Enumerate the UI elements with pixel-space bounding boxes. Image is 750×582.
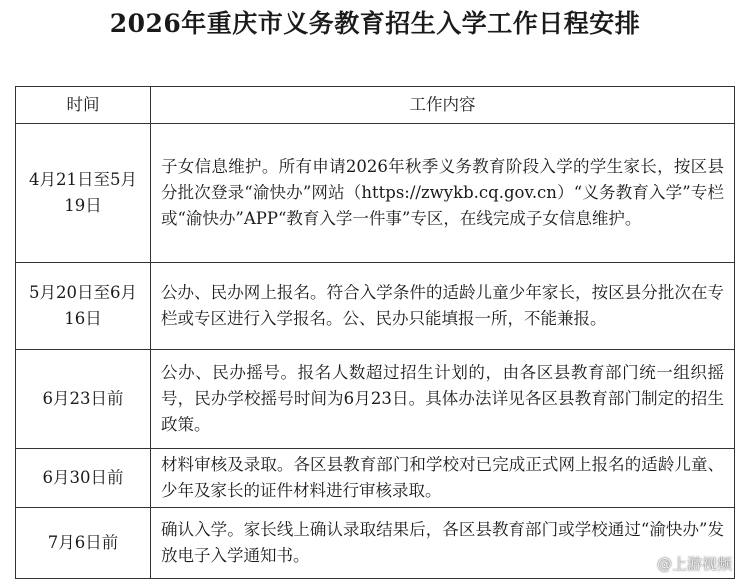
header-time: 时间 (16, 87, 151, 124)
schedule-table (15, 86, 735, 579)
row-time: 7月6日前 (16, 508, 151, 579)
row-time: 6月30日前 (16, 449, 151, 508)
page-title: 2026年重庆市义务教育招生入学工作日程安排 (109, 9, 641, 38)
watermark-text: @上游视频 (656, 555, 732, 573)
row-content: 子女信息维护。所有申请2026年秋季义务教育阶段入学的学生家长，按区县分批次登录“渝快办”网站（https://zwykb.cq.gov.cn）“义务教育入学”专栏或“渝快办”APP“教育入学一件事”专区，在线完成子女信息维护。 (151, 124, 735, 263)
table-row (16, 350, 735, 449)
row-time: 4月21日至5月19日 (16, 124, 151, 263)
row-time: 6月23日前 (16, 350, 151, 449)
table-header-row (16, 87, 735, 124)
table-row (16, 124, 735, 263)
row-content: 公办、民办网上报名。符合入学条件的适龄儿童少年家长，按区县分批次在专栏或专区进行入学报名。公、民办只能填报一所，不能兼报。 (151, 263, 735, 350)
row-content: 材料审核及录取。各区县教育部门和学校对已完成正式网上报名的适龄儿童、少年及家长的证件材料进行审核录取。 (151, 449, 735, 508)
table-row (16, 508, 735, 579)
watermark (632, 553, 732, 574)
weibo-icon (632, 556, 652, 572)
row-content: 确认入学。家长线上确认录取结果后，各区县教育部门或学校通过“渝快办”发放电子入学通知书。 (151, 508, 735, 579)
row-content: 公办、民办摇号。报名人数超过招生计划的，由各区县教育部门统一组织摇号，民办学校摇号时间为6月23日。具体办法详见各区县教育部门制定的招生政策。 (151, 350, 735, 449)
table-row (16, 449, 735, 508)
table-row (16, 263, 735, 350)
header-content: 工作内容 (151, 87, 735, 124)
row-time: 5月20日至6月16日 (16, 263, 151, 350)
